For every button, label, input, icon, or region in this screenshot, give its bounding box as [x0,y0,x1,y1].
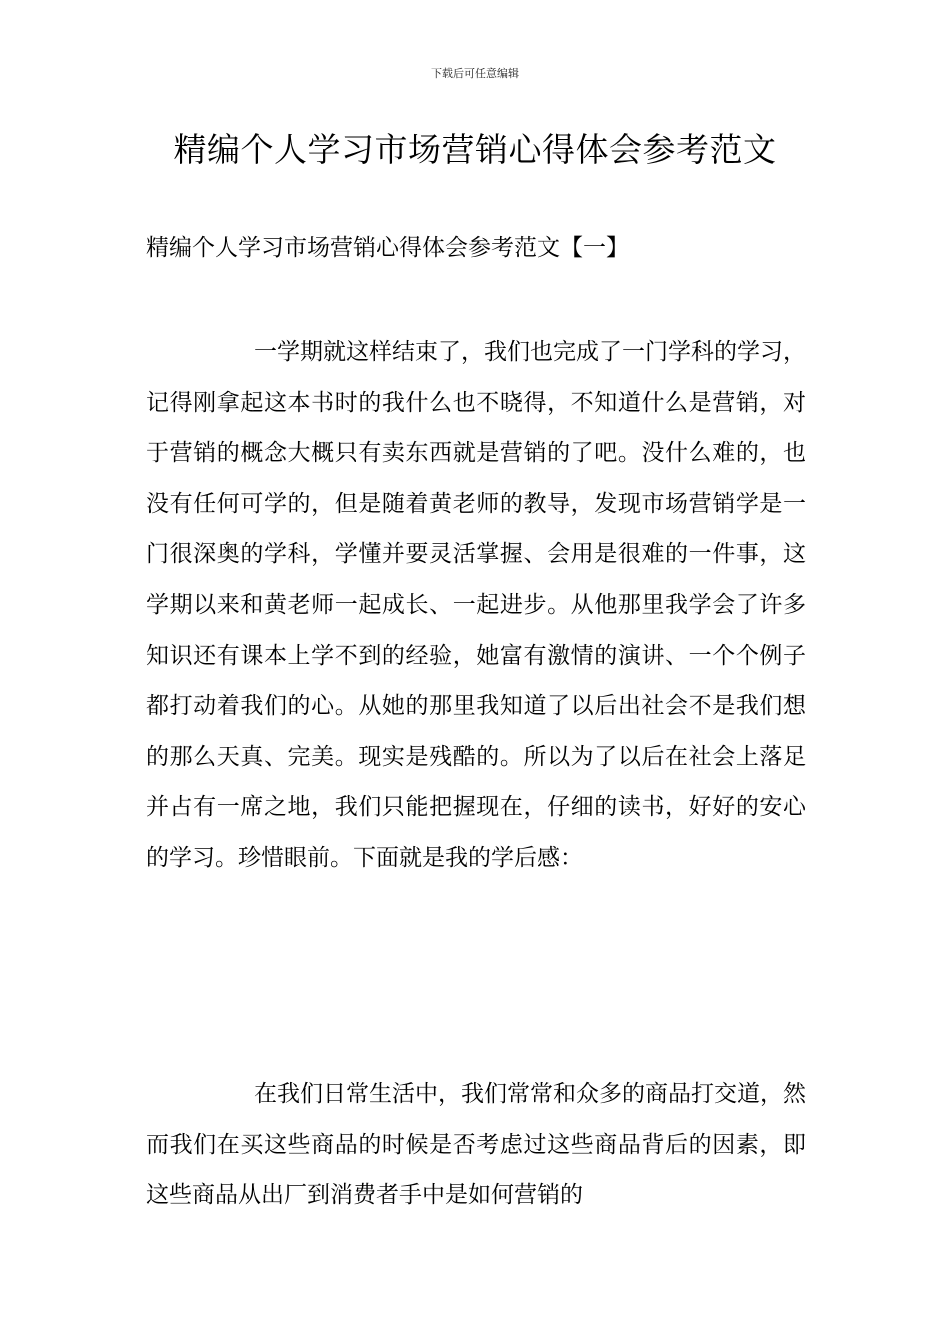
header-note: 下载后可任意编辑 [431,67,519,80]
body-paragraph-1: 一学期就这样结束了，我们也完成了一门学科的学习，记得刚拿起这本书时的我什么也不晓得，不知道什么是营销，对于营销的概念大概只有卖东西就是营销的了吧。没什么难的，也没有任何可学的，但是随着黄老师的教导，发现市场营销学是一门很深奥的学科，学懂并要灵活掌握、会用是很难的一件事，这学期以来和黄老师一起成长、一起进步。从他那里我学会了许多知识还有课本上学不到的经验，她富有激情的演讲、一个个例子都打动着我们的心。从她的那里我知道了以后出社会不是我们想的那么天真、完美。现实是残酷的。所以为了以后在社会上落足并占有一席之地，我们只能把握现在，仔细的读书，好好的安心的学习。珍惜眼前。下面就是我的学后感： [146,339,806,871]
body-paragraph-2: 在我们日常生活中，我们常常和众多的商品打交道，然而我们在买这些商品的时候是否考虑过这些商品背后的因素，即这些商品从出厂到消费者手中是如何营销的 [146,1081,806,1209]
section-heading: 精编个人学习市场营销心得体会参考范文【一】 [146,235,629,261]
document-title: 精编个人学习市场营销心得体会参考范文 [173,130,777,169]
